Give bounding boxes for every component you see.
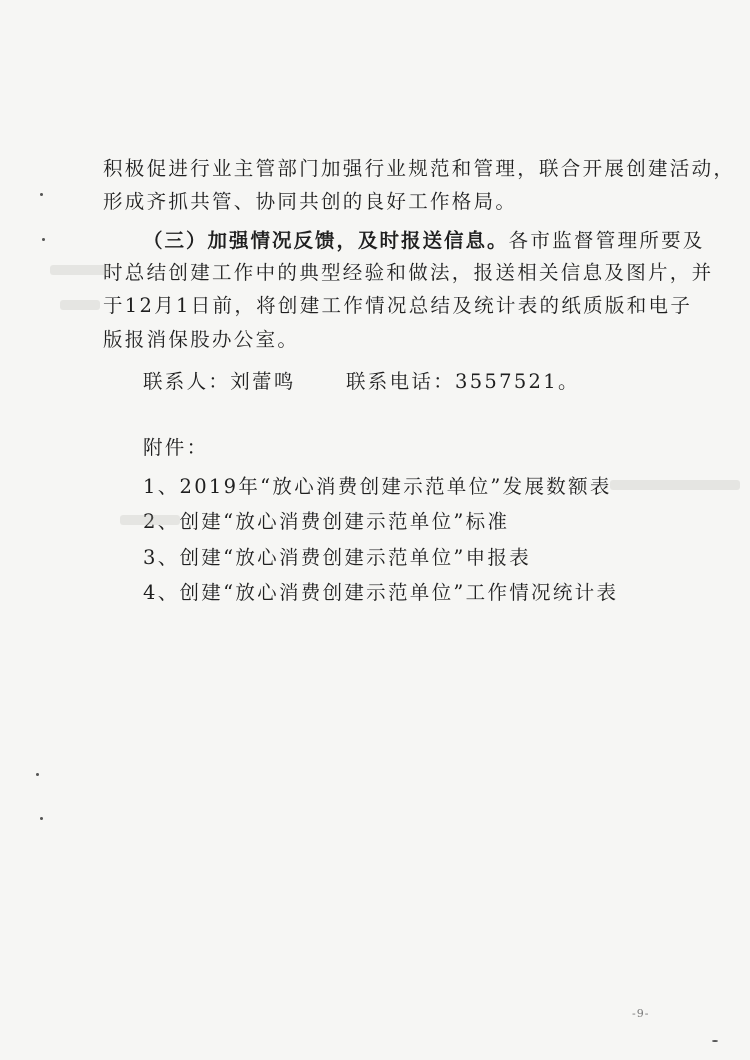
bleed-through xyxy=(610,480,740,490)
scan-speck xyxy=(42,238,45,241)
paragraph-2-line-1 xyxy=(143,226,705,256)
paragraph-2-line-1-rest: 各市监督管理所要及 xyxy=(508,229,705,252)
section-heading: （三）加强情况反馈，及时报送信息。 xyxy=(143,229,509,252)
page-number: -9- xyxy=(632,1007,650,1020)
bleed-through xyxy=(60,300,100,310)
bleed-through xyxy=(50,265,110,275)
attachment-item-2: 2、创建“放心消费创建示范单位”标准 xyxy=(143,510,510,533)
paragraph-2-line-2: 时总结创建工作中的典型经验和做法，报送相关信息及图片，并 xyxy=(103,261,714,284)
attachment-item-3: 3、创建“放心消费创建示范单位”申报表 xyxy=(143,546,532,569)
scan-speck xyxy=(40,817,43,820)
contact-phone: 联系电话：3557521。 xyxy=(346,370,580,393)
paragraph-1-line-2: 形成齐抓共管、协同共创的良好工作格局。 xyxy=(103,190,518,213)
bleed-through xyxy=(120,515,180,525)
scan-speck xyxy=(712,1040,718,1042)
attachment-item-1: 1、2019年“放心消费创建示范单位”发展数额表 xyxy=(143,475,612,498)
scan-speck xyxy=(36,773,39,776)
paragraph-2-line-4: 版报消保股办公室。 xyxy=(103,328,300,351)
paragraph-2-line-3: 于12月1日前，将创建工作情况总结及统计表的纸质版和电子 xyxy=(103,294,693,317)
paragraph-1-line-1: 积极促进行业主管部门加强行业规范和管理，联合开展创建活动， xyxy=(103,157,736,180)
scan-speck xyxy=(40,193,43,196)
contact-person: 联系人：刘蕾鸣 xyxy=(143,370,296,393)
attachment-item-4: 4、创建“放心消费创建示范单位”工作情况统计表 xyxy=(143,581,619,604)
attachments-title: 附件： xyxy=(143,436,209,459)
